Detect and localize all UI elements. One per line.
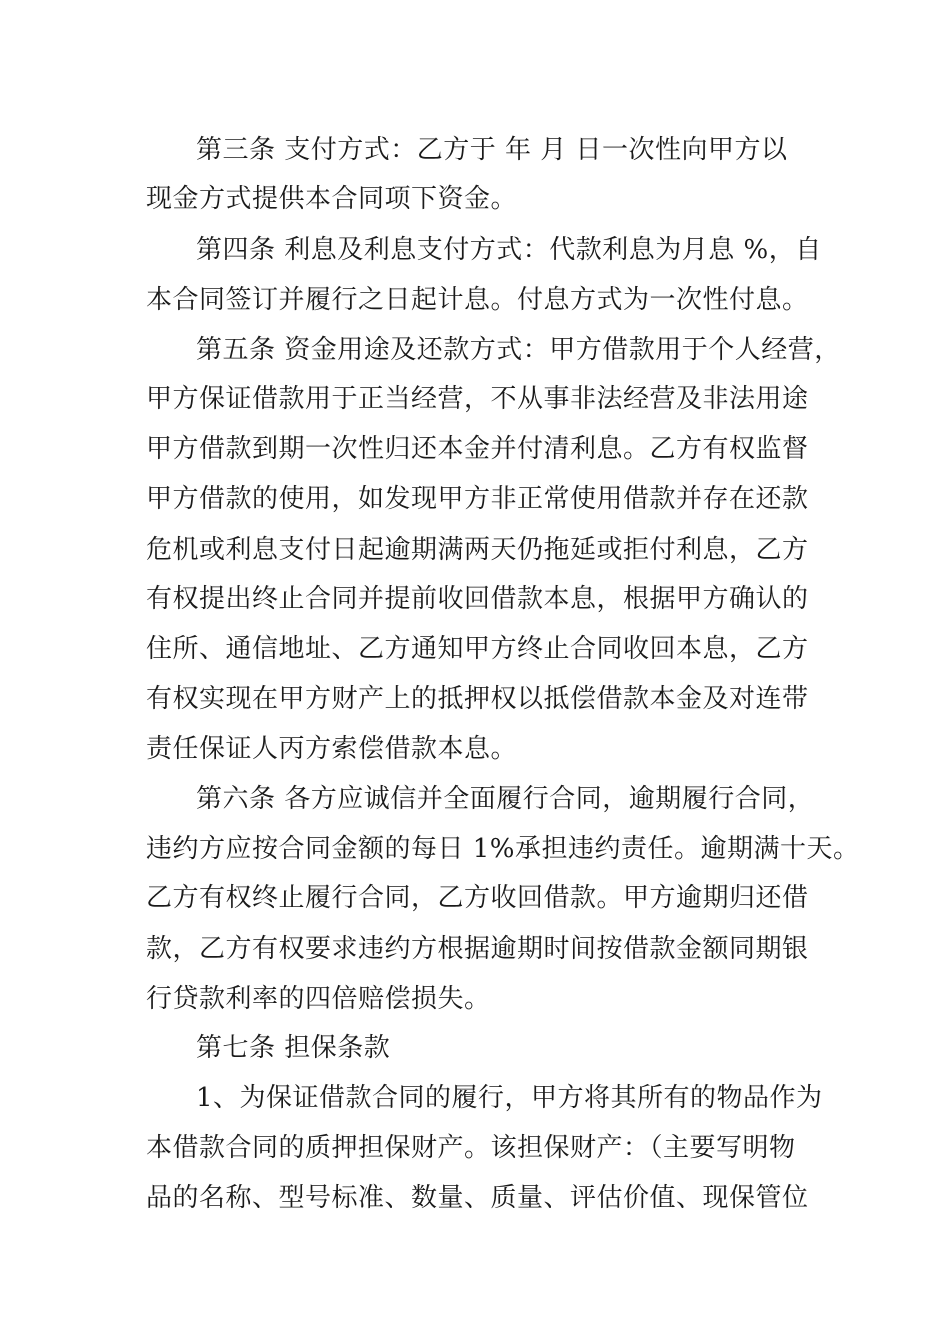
text-line: 行贷款利率的四倍赔偿损失。 <box>146 984 491 1014</box>
text-line: 甲方借款到期一次性归还本金并付清利息。乙方有权监督 <box>146 434 809 464</box>
text-line: 第四条 利息及利息支付方式：代款利息为月息 %，自 <box>196 235 822 265</box>
text-line: 本借款合同的质押担保财产。该担保财产：（主要写明物 <box>146 1133 796 1163</box>
text-line: 第六条 各方应诚信并全面履行合同，逾期履行合同， <box>196 784 815 814</box>
text-line: 住所、通信地址、乙方通知甲方终止合同收回本息，乙方 <box>146 634 809 664</box>
text-line: 责任保证人丙方索偿借款本息。 <box>146 734 518 764</box>
text-line: 有权提出终止合同并提前收回借款本息，根据甲方确认的 <box>146 584 809 614</box>
text-line: 违约方应按合同金额的每日 1%承担违约责任。逾期满十天。 <box>146 834 860 864</box>
text-line: 本合同签订并履行之日起计息。付息方式为一次性付息。 <box>146 285 809 315</box>
text-line: 第七条 担保条款 <box>196 1033 391 1063</box>
text-line: 有权实现在甲方财产上的抵押权以抵偿借款本金及对连带 <box>146 684 809 714</box>
text-line: 第五条 资金用途及还款方式：甲方借款用于个人经营， <box>196 335 841 365</box>
text-line: 品的名称、型号标准、数量、质量、评估价值、现保管位 <box>146 1183 809 1213</box>
text-line: 甲方借款的使用，如发现甲方非正常使用借款并存在还款 <box>146 484 809 514</box>
text-line: 款，乙方有权要求违约方根据逾期时间按借款金额同期银 <box>146 934 809 964</box>
text-line: 第三条 支付方式：乙方于 年 月 日一次性向甲方以 <box>196 135 788 165</box>
text-line: 甲方保证借款用于正当经营，不从事非法经营及非法用途 <box>146 384 809 414</box>
text-line: 乙方有权终止履行合同，乙方收回借款。甲方逾期归还借 <box>146 883 809 913</box>
text-line: 危机或利息支付日起逾期满两天仍拖延或拒付利息，乙方 <box>146 535 809 565</box>
text-line: 1、为保证借款合同的履行，甲方将其所有的物品作为 <box>196 1083 823 1113</box>
text-line: 现金方式提供本合同项下资金。 <box>146 184 518 214</box>
